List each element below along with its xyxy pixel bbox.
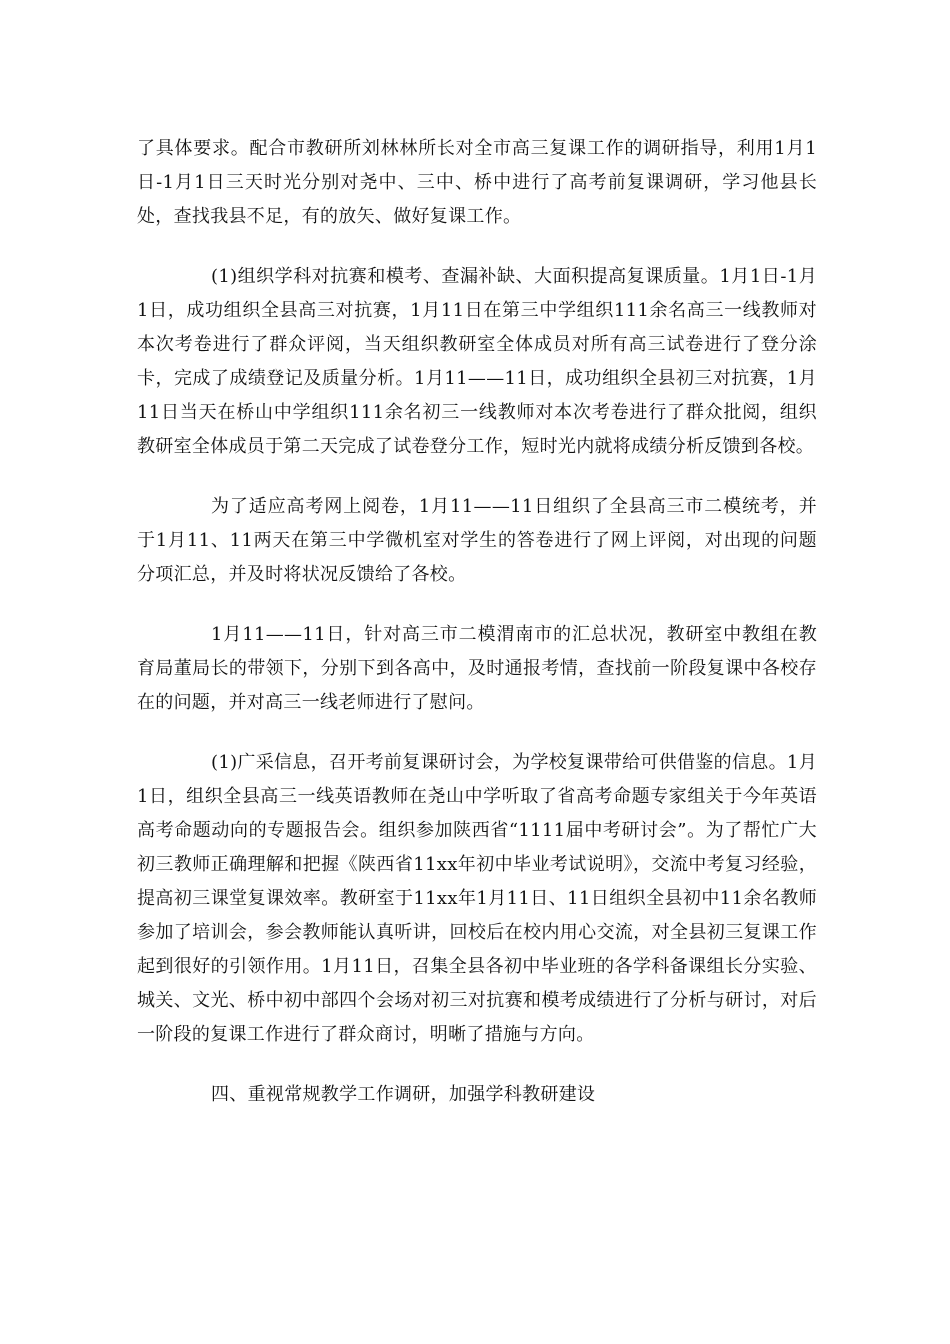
paragraph-1: 了具体要求。配合市教研所刘林林所长对全市高三复课工作的调研指导，利用1月1日-1月1日三天时光分别对尧中、三中、桥中进行了高考前复课调研，学习他县长处，查找我县不足，有的放矢、做好复课工作。 [137, 138, 817, 227]
paragraph-4: 1月11——11日，针对高三市二模渭南市的汇总状况，教研室中教组在教育局董局长的带领下，分别下到各高中，及时通报考情，查找前一阶段复课中各校存在的问题，并对高三一线老师进行了慰问。 [137, 624, 817, 713]
section-heading: 四、重视常规教学工作调研，加强学科教研建设 [211, 1084, 596, 1105]
paragraph-2: (1)组织学科对抗赛和模考、查漏补缺、大面积提高复课质量。1月1日-1月1日，成功组织全县高三对抗赛，1月11日在第三中学组织111余名高三一线教师对本次考卷进行了群众评阅，当天组织教研室全体成员对所有高三试卷进行了登分涂卡，完成了成绩登记及质量分析。1月11——11日，成功组织全县初三对抗赛，1月11日当天在桥山中学组织111余名初三一线教师对本次考卷进行了群众批阅，组织教研室全体成员于第二天完成了试卷登分工作，短时光内就将成绩分析反馈到各校。 [137, 266, 817, 457]
paragraph-5: (1)广采信息，召开考前复课研讨会，为学校复课带给可供借鉴的信息。1月1日，组织全县高三一线英语教师在尧山中学听取了省高考命题专家组关于今年英语高考命题动向的专题报告会。组织参加陕西省“1111届中考研讨会”。为了帮忙广大初三教师正确理解和把握《陕西省11xx年初中毕业考试说明》，交流中考复习经验，提高初三课堂复课效率。教研室于11xx年1月11日、11日组织全县初中11余名教师参加了培训会，参会教师能认真听讲，回校后在校内用心交流，对全县初三复课工作起到很好的引领作用。1月11日，召集全县各初中毕业班的各学科备课组长分实验、城关、文光、桥中初中部四个会场对初三对抗赛和模考成绩进行了分析与研讨，对后一阶段的复课工作进行了群众商讨，明晰了措施与方向。 [137, 752, 817, 1045]
document-body [137, 132, 817, 1138]
paragraph-3: 为了适应高考网上阅卷，1月11——11日组织了全县高三市二模统考，并于1月11、11两天在第三中学微机室对学生的答卷进行了网上评阅，对出现的问题分项汇总，并及时将状况反馈给了各校。 [137, 496, 817, 585]
